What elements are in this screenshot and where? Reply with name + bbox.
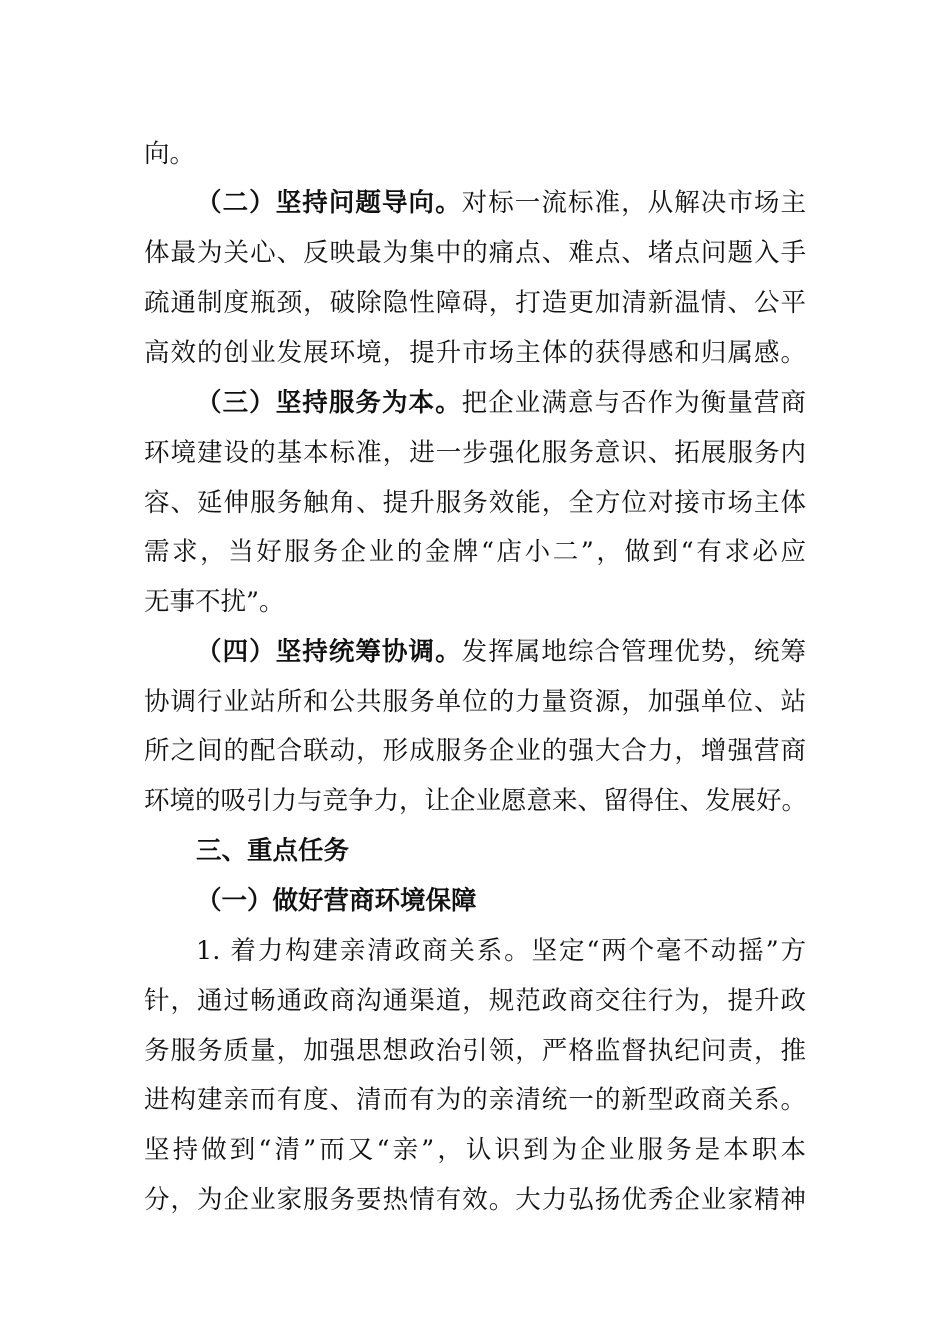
paragraph-3-line-1: （三）坚持服务为本。把企业满意与否作为衡量营商 [196,388,806,418]
paragraph-3-line-4: 需求，当好服务企业的金牌“店小二”，做到“有求必应 [144,537,806,567]
paragraph-4-line-2: 协调行业站所和公共服务单位的力量资源，加强单位、站 [144,687,806,717]
paragraph-3-line-5: 无事不扰”。 [144,587,285,617]
text-line-1: 向。 [144,139,196,169]
paragraph-5-line-2: 针，通过畅通政商沟通渠道，规范政商交往行为，提升政 [144,986,806,1016]
heading-business-environment: （一）做好营商环境保障 [196,886,477,916]
paragraph-5-line-4: 进构建亲而有度、清而有为的亲清统一的新型政商关系。 [144,1085,806,1115]
paragraph-2-line-4: 高效的创业发展环境，提升市场主体的获得感和归属感。 [144,338,806,368]
paragraph-5-line-1: 1. 着力构建亲清政商关系。坚定“两个毫不动摇”方 [196,936,806,966]
paragraph-3-line-3: 容、延伸服务触角、提升服务效能，全方位对接市场主体 [144,488,806,518]
paragraph-2-line-3: 疏通制度瓶颈，破除隐性障碍，打造更加清新温情、公平 [144,288,806,318]
paragraph-5-line-6: 分，为企业家服务要热情有效。大力弘扬优秀企业家精神 [144,1185,806,1215]
paragraph-4-line-4: 环境的吸引力与竞争力，让企业愿意来、留得住、发展好。 [144,786,808,816]
heading-key-tasks: 三、重点任务 [196,836,350,866]
paragraph-4-line-3: 所之间的配合联动，形成服务企业的强大合力，增强营商 [144,736,806,766]
paragraph-3-line-2: 环境建设的基本标准，进一步强化服务意识、拓展服务内 [144,438,806,468]
section-heading-3: （三）坚持服务为本。 [196,388,462,418]
section-heading-4: （四）坚持统筹协调。 [196,637,462,667]
paragraph-2-line-2: 体最为关心、反映最为集中的痛点、难点、堵点问题入手 [144,238,806,268]
paragraph-4-line-1: （四）坚持统筹协调。发挥属地综合管理优势，统筹 [196,637,806,667]
paragraph-5-line-5: 坚持做到“清”而又“亲”，认识到为企业服务是本职本 [144,1135,806,1165]
paragraph-2-line-1: （二）坚持问题导向。对标一流标准，从解决市场主 [196,188,806,218]
paragraph-5-line-3: 务服务质量，加强思想政治引领，严格监督执纪问责，推 [144,1036,806,1066]
section-heading-2: （二）坚持问题导向。 [196,188,462,218]
